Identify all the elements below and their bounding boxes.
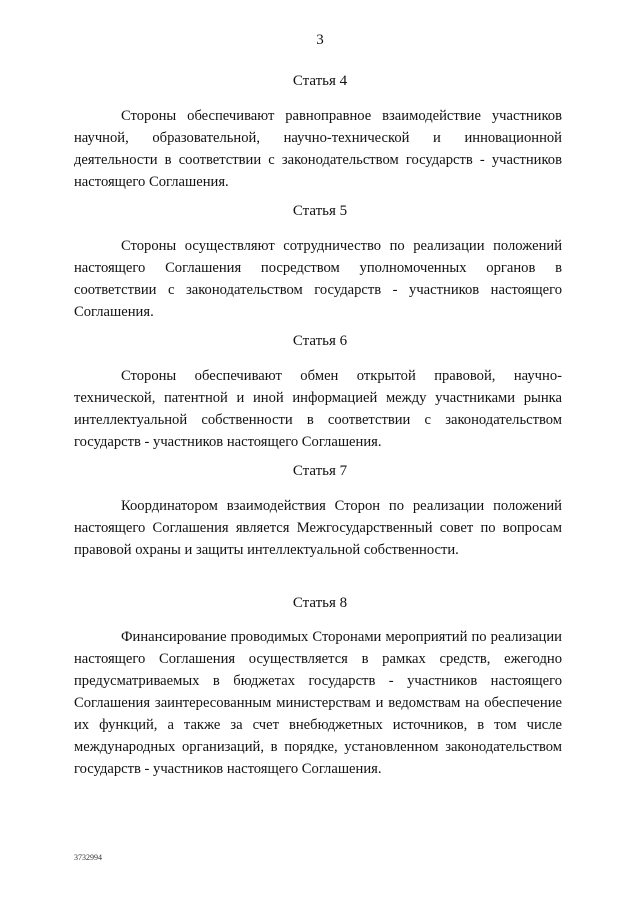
article-4-text: Стороны обеспечивают равноправное взаимодействие участников научной, образовательной, научно-технической и инновационной деятельности в соответствии с законодательством государств - участников настоящего Соглашения. xyxy=(74,108,562,190)
article-5-heading: Статья 5 xyxy=(292,203,348,219)
article-5-text: Стороны осуществляют сотрудничество по реализации положений настоящего Соглашения посредством уполномоченных органов в соответствии с законодательством государств - участников настоящего Соглашения. xyxy=(74,238,562,320)
article-8-heading: Статья 8 xyxy=(292,595,348,611)
document-code: 3732994 xyxy=(74,853,102,862)
article-6-heading: Статья 6 xyxy=(292,333,348,349)
article-4-heading: Статья 4 xyxy=(292,73,348,89)
article-7-heading: Статья 7 xyxy=(292,463,348,479)
article-7-text: Координатором взаимодействия Сторон по реализации положений настоящего Соглашения является Межгосударственный совет по вопросам правовой охраны и защиты интеллектуальной собственности. xyxy=(74,498,562,558)
page-number: 3 xyxy=(316,32,324,48)
article-8-text: Финансирование проводимых Сторонами мероприятий по реализации настоящего Соглашения осуществляется в рамках средств, ежегодно предусматриваемых в бюджетах государств - участников настоящего Соглашения заинтересованным министерствам и ведомствам на обеспечение их функций, а также за счет внебюджетных источников, в том числе международных организаций, в порядке, установленном законодательством государств - участников настоящего Соглашения. xyxy=(74,629,562,777)
article-6-text: Стороны обеспечивают обмен открытой правовой, научно-технической, патентной и иной информацией между участниками рынка интеллектуальной собственности в соответствии с законодательством государств - участников настоящего Соглашения. xyxy=(74,368,562,450)
